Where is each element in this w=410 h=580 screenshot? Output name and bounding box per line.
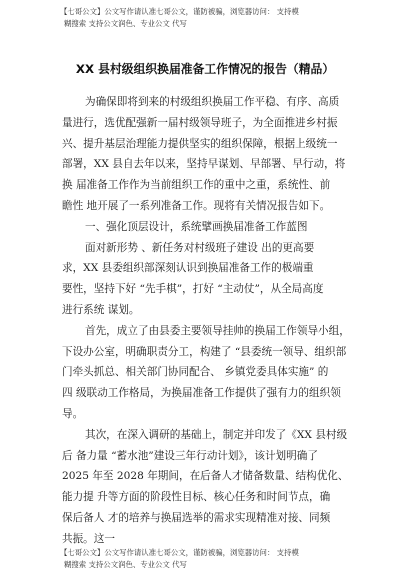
watermark-footer — [60, 547, 360, 571]
paragraph-line: 首先，成立了由县委主要领导挂帅的换届工作领导小组， — [85, 324, 350, 337]
paragraph-line: 保后备人 才的培养与换届选举的需求实现精准对接、同频 — [62, 511, 331, 524]
paragraph-line: 共振。这一 — [62, 532, 115, 545]
watermark-header — [60, 6, 360, 30]
paragraph-line: 导。 — [62, 407, 84, 420]
watermark-line: 【七哥公文】公文写作请认准七哥公文，谨防被骗，浏览器访问： 支持模 — [60, 7, 299, 16]
paragraph-line: 四 级联动工作格局，为换届准备工作提供了强有力的组织领 — [62, 387, 341, 400]
paragraph-line: 门牵头抓总、相关部门协同配合、 乡镇党委具体实施” 的 — [62, 366, 329, 379]
paragraph-line: 进行系统 谋划。 — [62, 303, 140, 316]
paragraph-line: 下设办公室，明确职责分工，构建了 “县委统一领导、组织部 — [62, 345, 347, 358]
paragraph-line: 2025 年至 2028 年期间，在后备人才储备数量、结构优化、 — [62, 470, 349, 483]
paragraph-line: 部署，XX 县自去年以来，坚持早谋划、早部署、早行动，将 — [62, 158, 346, 171]
paragraph-line: 兴、提升基层治理能力提供坚实的组织保障，根据上级统一 — [62, 137, 338, 150]
watermark-line: 糊搜索 支持公文润色、专业公文 代写 — [64, 560, 187, 569]
paragraph-line: 其次，在深入调研的基础上，制定并印发了《XX 县村级 — [85, 428, 348, 441]
document-body — [62, 92, 357, 550]
paragraph-line: 求，XX 县委组织部深刻认识到换届准备工作的极端重 — [62, 262, 314, 275]
section-heading: 一、强化顶层设计，系统擘画换届准备工作蓝图 — [85, 220, 308, 233]
paragraph-line: 换 届准备工作作为当前组织工作的重中之重，系统性、前 — [62, 179, 331, 192]
watermark-line: 糊搜索 支持公文润色、专业公文 代写 — [64, 19, 187, 28]
watermark-line: 【七哥公文】公文写作请认准七哥公文，谨防被骗，浏览器访问： 支持模 — [60, 548, 299, 557]
paragraph-line: 量进行，选优配强新一届村级领导班子，为全面推进乡村振 — [62, 116, 338, 129]
paragraph-line: 能力提 升等方面的阶段性目标、核心任务和时间节点，确 — [62, 491, 331, 504]
paragraph-line: 面对新形势 、新任务对村级班子建设 出的更高要 — [85, 241, 315, 254]
paragraph-line: 要性，坚持下好 “先手棋”，打好 “主动仗”，从全局高度 — [62, 283, 324, 296]
document-title: XX 县村级组织换届准备工作情况的报告（精品） — [75, 62, 335, 76]
paragraph-line: 瞻性 地开展了一系列准备工作。现将有关情况报告如下。 — [62, 199, 331, 212]
paragraph-line: 后 备力量 “蓄水池”建设三年行动计划》，该计划明确了 — [62, 449, 318, 462]
paragraph-line: 为确保即将到来的村级组织换届工作平稳、有序、高质 — [85, 96, 340, 108]
